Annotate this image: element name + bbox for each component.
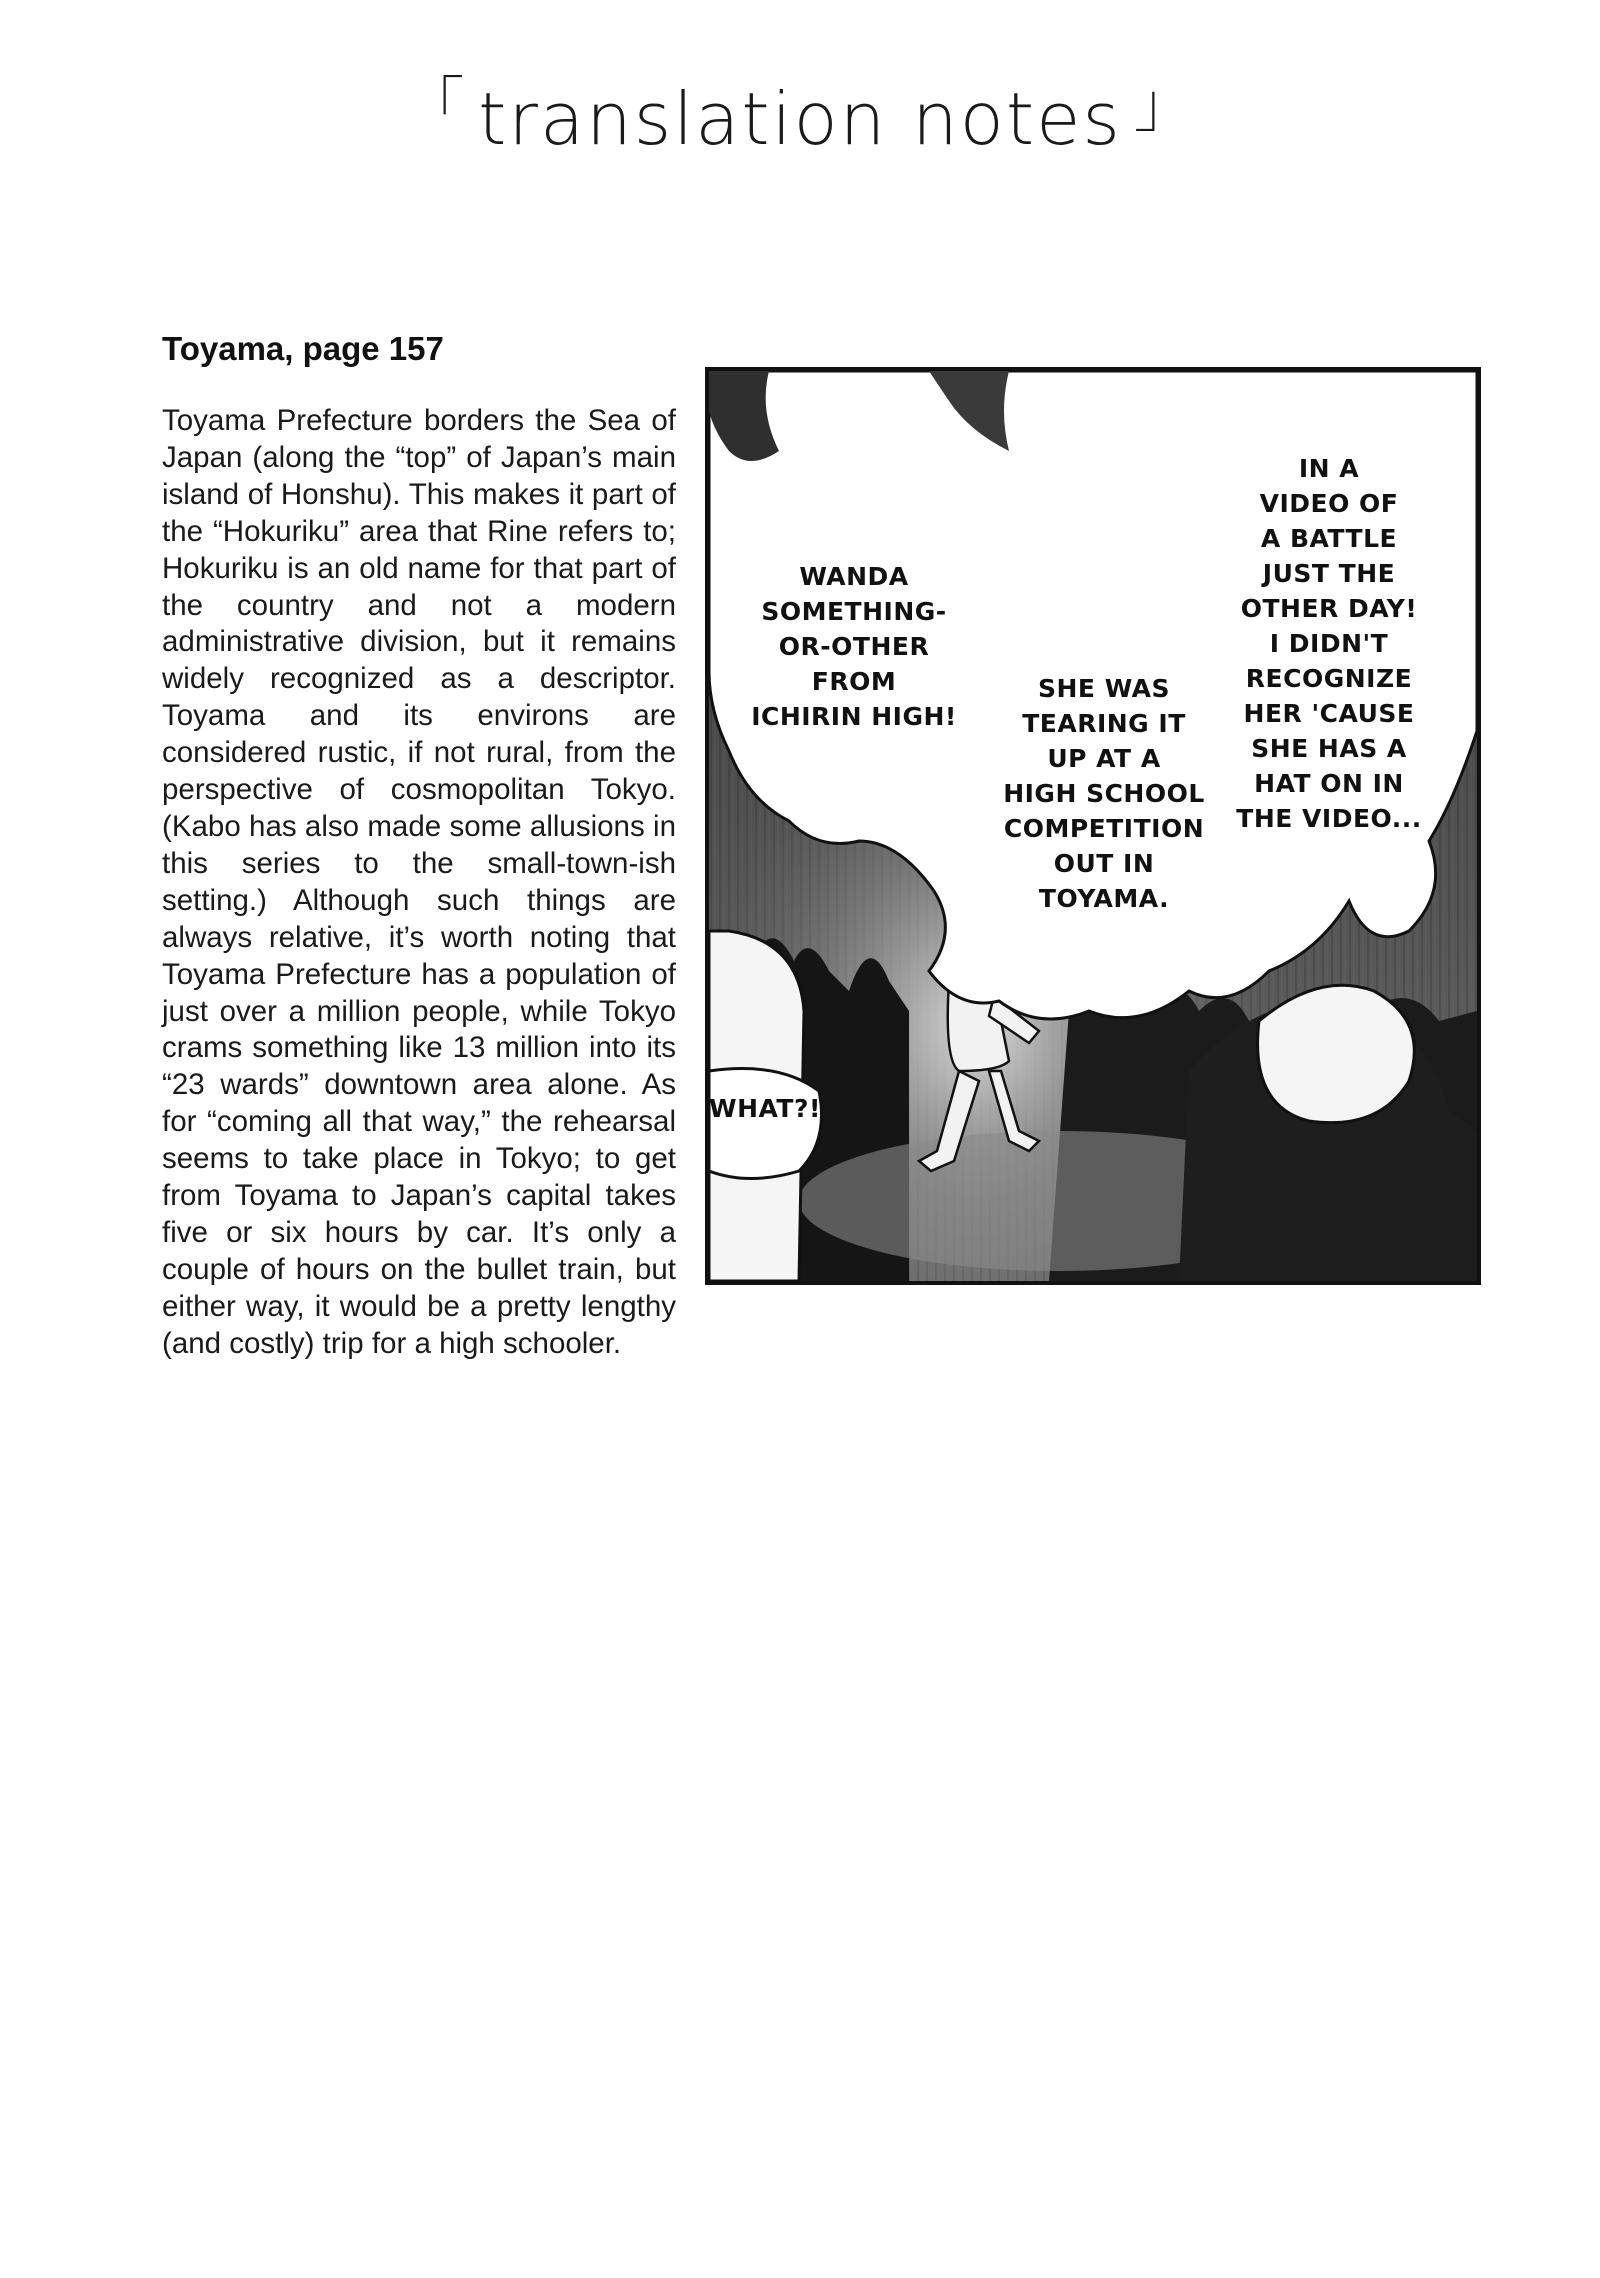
foreground-character-face [1258, 985, 1415, 1122]
title-bracket-open: 「 [404, 71, 467, 141]
speech-bubble-text-what: WHAT?! [709, 1094, 821, 1123]
speech-bubble-text-wanda: WANDA SOMETHING- OR-OTHER FROM ICHIRIN HIGH! [751, 562, 957, 731]
speech-bubble-text-toyama: SHE WAS TEARING IT UP AT A HIGH SCHOOL COMPETITION OUT IN TOYAMA. [1003, 674, 1205, 913]
title-bracket-close: 」 [1133, 71, 1196, 141]
speech-bubble-text-video: IN A VIDEO OF A BATTLE JUST THE OTHER DAY! I DIDN'T RECOGNIZE HER 'CAUSE SHE HAS A HAT ON IN THE VIDEO... [1236, 454, 1422, 833]
title-text: translation notes [478, 77, 1122, 161]
manga-panel [705, 367, 1481, 1285]
page-title [0, 58, 1600, 161]
note-body: Toyama Prefecture borders the Sea of Japan (along the “top” of Japan’s main island of Honshu). This makes it part of the “Hokuriku” area that Rine refers to; Hokuriku is an old name for that part of the country and not a modern administrative division, but it remains widely recognized as a descriptor. Toyama and its environs are considered rustic, if not rural, from the perspective of cosmopolitan Tokyo. (Kabo has also made some allusions in this series to the small-town-ish setting.) Although such things are always relative, it’s worth noting that Toyama Prefecture has a population of just over a million people, while Tokyo crams something like 13 million into its “23 wards” downtown area alone. As for “coming all that way,” the rehearsal seems to take place in Tokyo; to get from Toyama to Japan’s capital takes five or six hours by car. It’s only a couple of hours on the bullet train, but either way, it would be a pretty lengthy (and costly) trip for a high schooler. [162, 404, 676, 1360]
note-heading: Toyama, page 157 [162, 330, 444, 367]
